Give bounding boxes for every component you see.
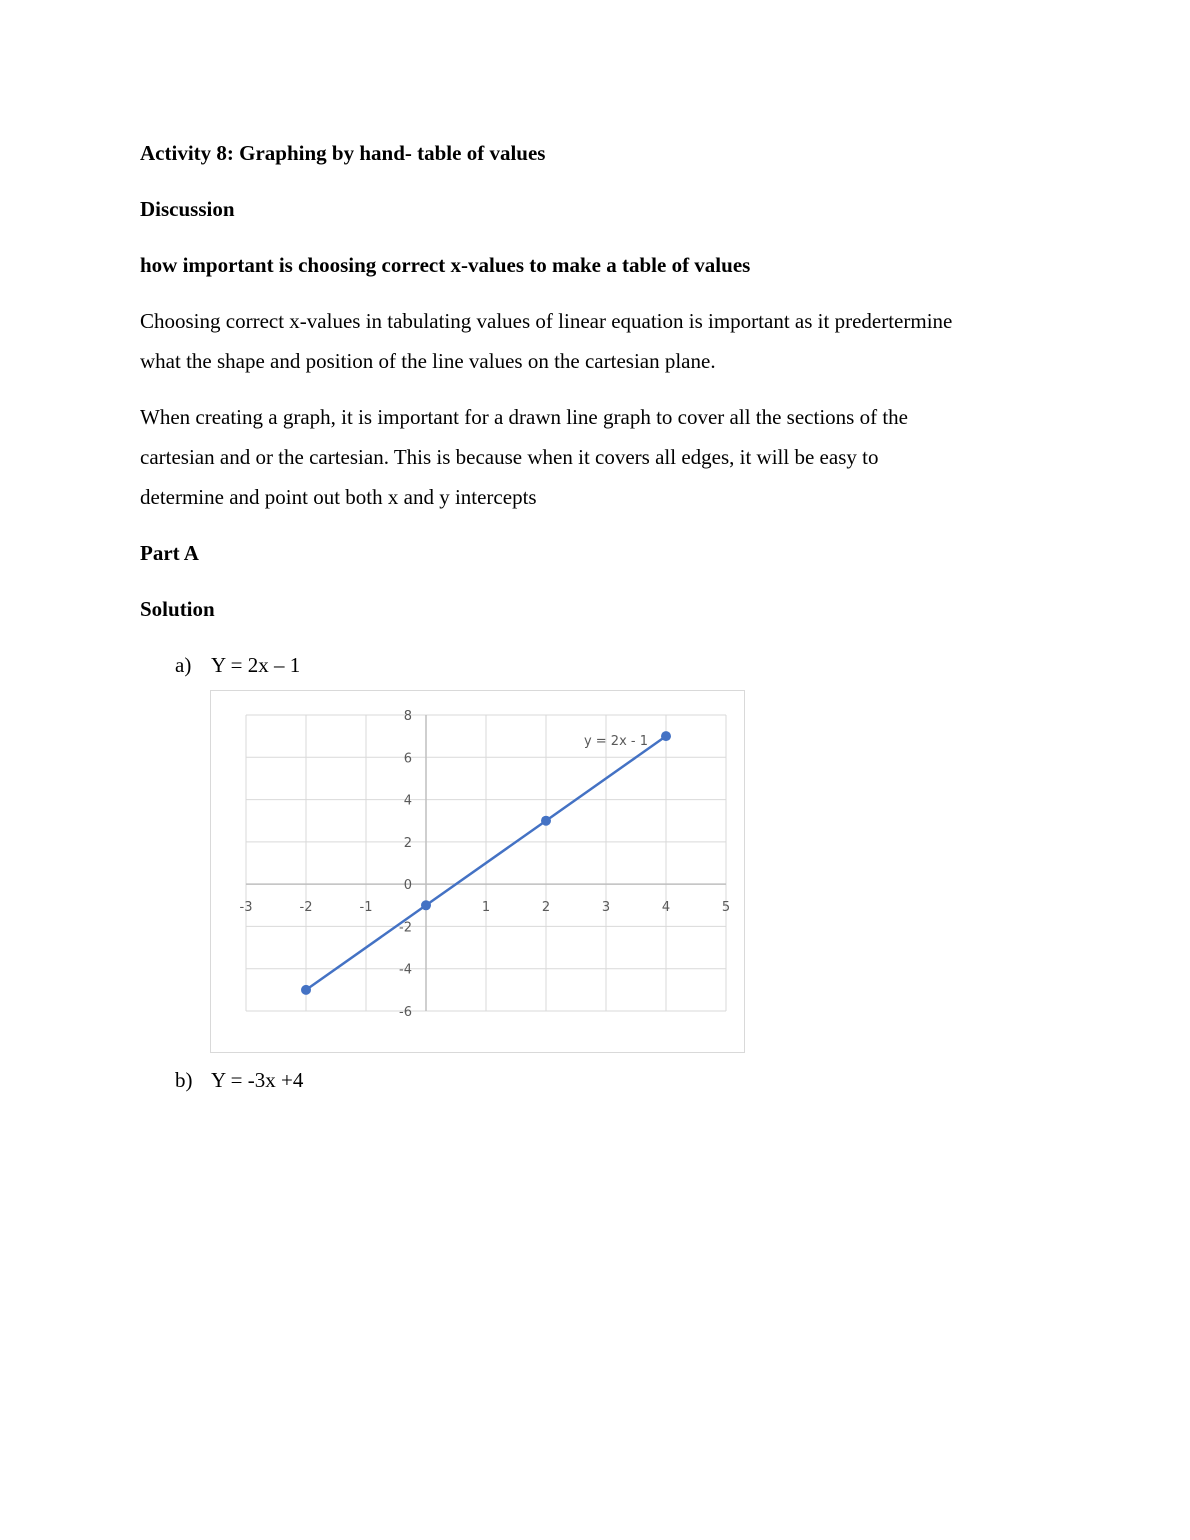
paragraph-2-line-3: determine and point out both x and y intercepts	[140, 485, 537, 509]
paragraph-2-line-2: cartesian and or the cartesian. This is because when it covers all edges, it will be easy to	[140, 445, 879, 469]
y-tick-label: -2	[399, 920, 412, 936]
y-tick-label: 8	[403, 709, 412, 724]
y-tick-label: -4	[399, 962, 412, 978]
x-tick-label: 4	[661, 900, 671, 916]
series-data-label: y = 2x - 1	[583, 734, 648, 750]
x-tick-label: 5	[721, 900, 731, 916]
discussion-question: how important is choosing correct x-values to make a table of values	[140, 253, 751, 277]
data-point	[661, 731, 671, 741]
paragraph-1-line-2: what the shape and position of the line values on the cartesian plane.	[140, 349, 716, 373]
y-tick-label: 2	[403, 835, 412, 851]
item-a-marker: a)	[175, 653, 192, 677]
chart-canvas	[211, 691, 746, 1054]
solution-heading: Solution	[140, 597, 215, 621]
x-tick-label: -1	[359, 900, 373, 916]
y-tick-label: -6	[399, 1005, 412, 1020]
item-b-marker: b)	[175, 1068, 193, 1092]
x-tick-label: 2	[541, 900, 551, 916]
y-tick-label: 0	[403, 878, 412, 894]
item-a-equation: Y = 2x – 1	[211, 653, 301, 677]
data-point	[421, 900, 431, 910]
paragraph-2-line-1: When creating a graph, it is important for a drawn line graph to cover all the sections of the	[140, 405, 908, 429]
x-tick-label: -2	[299, 900, 313, 916]
x-tick-label: 1	[481, 900, 491, 916]
y-tick-label: 6	[403, 751, 412, 767]
data-point	[541, 816, 551, 826]
part-heading: Part A	[140, 541, 199, 565]
x-tick-label: -3	[239, 900, 253, 916]
activity-title: Activity 8: Graphing by hand- table of values	[140, 141, 546, 165]
line-graph-chart	[210, 690, 745, 1053]
item-b-equation: Y = -3x +4	[211, 1068, 304, 1092]
x-tick-label: 3	[601, 900, 611, 916]
data-point	[301, 985, 311, 995]
discussion-heading: Discussion	[140, 197, 235, 221]
y-tick-label: 4	[403, 793, 412, 809]
paragraph-1-line-1: Choosing correct x-values in tabulating values of linear equation is important as it predertermine	[140, 309, 953, 333]
